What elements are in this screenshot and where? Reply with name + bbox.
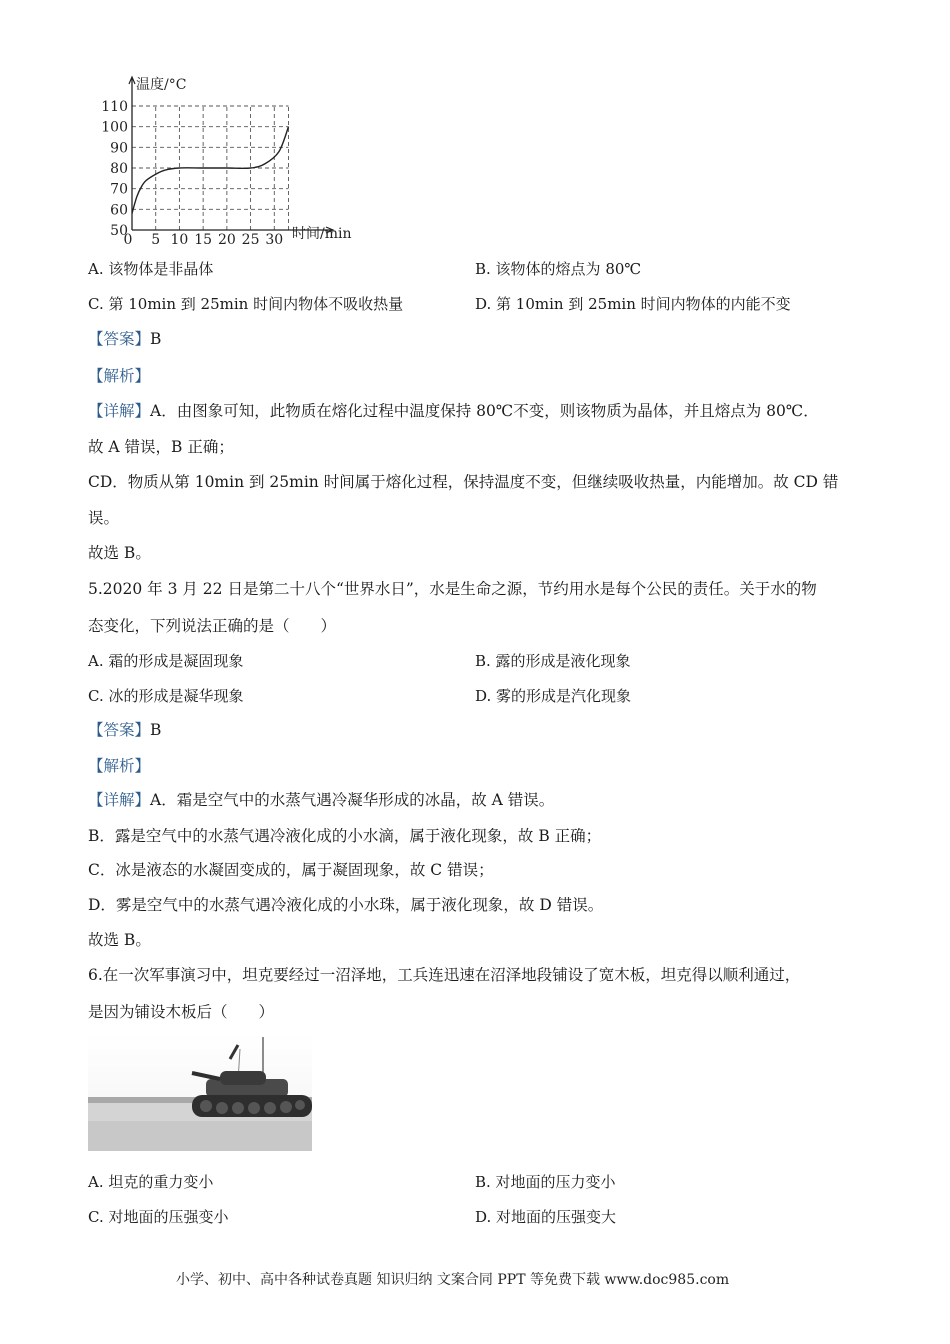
y-tick-label: 90 bbox=[110, 140, 128, 157]
temperature-time-chart bbox=[90, 68, 380, 246]
x-axis-label: 时间/min bbox=[292, 226, 352, 242]
detail-text: A．由图象可知，此物质在熔化过程中温度保持 80℃不变，则该物质为晶体，并且熔点为 80℃． bbox=[150, 402, 819, 420]
q4-analysis-tag: 【解析】 bbox=[88, 367, 151, 385]
q4-conclusion: 故选 B。 bbox=[88, 544, 151, 562]
y-tick-label: 60 bbox=[110, 202, 128, 219]
answer-value: B bbox=[150, 721, 162, 739]
page-footer: 小学、初中、高中各种试卷真题 知识归纳 文案合同 PPT 等免费下载 www.doc985.com bbox=[176, 1272, 730, 1288]
x-tick-label: 5 bbox=[151, 232, 161, 246]
q5-answer bbox=[88, 720, 161, 740]
q5-detail-line-4: D．雾是空气中的水蒸气遇冷液化成的小水珠，属于液化现象，故 D 错误。 bbox=[88, 896, 604, 914]
q6-stem-line-1: 6.在一次军事演习中，坦克要经过一沼泽地，工兵连迅速在沼泽地段铺设了宽木板，坦克得以顺利通过， bbox=[88, 966, 801, 984]
q5-detail-line-1 bbox=[88, 790, 554, 810]
q6-option-d: D. 对地面的压强变大 bbox=[475, 1208, 617, 1226]
detail-text: A．霜是空气中的水蒸气遇冷凝华形成的冰晶，故 A 错误。 bbox=[150, 791, 555, 809]
x-tick-label: 25 bbox=[241, 232, 260, 246]
y-axis-label: 温度/°C bbox=[136, 77, 187, 93]
q5-stem-line-1: 5.2020 年 3 月 22 日是第二十八个“世界水日”，水是生命之源，节约用水是每个公民的责任。关于水的物 bbox=[88, 580, 817, 598]
x-tick-label: 20 bbox=[217, 232, 236, 246]
q5-conclusion: 故选 B。 bbox=[88, 931, 151, 949]
y-tick-label: 70 bbox=[110, 181, 128, 198]
x-tick-label: 15 bbox=[194, 232, 213, 246]
detail-tag: 【详解】 bbox=[88, 402, 151, 420]
answer-value: B bbox=[150, 330, 162, 348]
y-tick-label: 110 bbox=[101, 99, 128, 115]
q4-option-b: B. 该物体的熔点为 80℃ bbox=[475, 260, 642, 278]
q4-answer bbox=[88, 329, 161, 349]
answer-tag: 【答案】 bbox=[88, 330, 151, 348]
q4-detail-line-1 bbox=[88, 401, 819, 421]
q5-analysis-tag: 【解析】 bbox=[88, 757, 151, 775]
q6-option-c: C. 对地面的压强变小 bbox=[88, 1208, 229, 1226]
x-tick-label: 30 bbox=[265, 232, 284, 246]
y-tick-label: 80 bbox=[110, 161, 128, 177]
q4-option-a: A. 该物体是非晶体 bbox=[88, 260, 214, 278]
q5-stem-line-2: 态变化，下列说法正确的是（ ） bbox=[88, 617, 337, 635]
q5-option-b: B. 露的形成是液化现象 bbox=[475, 652, 631, 670]
q5-option-c: C. 冰的形成是凝华现象 bbox=[88, 687, 244, 705]
q4-detail-line-2: 故 A 错误，B 正确； bbox=[88, 438, 234, 456]
q6-option-b: B. 对地面的压力变小 bbox=[475, 1173, 616, 1191]
q6-stem-line-2: 是因为铺设木板后（ ） bbox=[88, 1003, 275, 1021]
q4-detail-line-3: CD．物质从第 10min 到 25min 时间属于熔化过程，保持温度不变，但继续吸收热量，内能增加。故 CD 错 bbox=[88, 473, 839, 491]
q4-option-d: D. 第 10min 到 25min 时间内物体的内能不变 bbox=[475, 295, 791, 313]
q5-option-d: D. 雾的形成是汽化现象 bbox=[475, 687, 632, 705]
q5-detail-line-3: C．冰是液态的水凝固变成的，属于凝固现象，故 C 错误； bbox=[88, 861, 494, 879]
q4-detail-line-4: 误。 bbox=[88, 509, 120, 527]
x-tick-label: 0 bbox=[123, 232, 133, 246]
x-tick-labels bbox=[124, 232, 284, 246]
answer-tag: 【答案】 bbox=[88, 721, 151, 739]
y-tick-label: 50 bbox=[110, 223, 128, 239]
y-tick-label: 100 bbox=[101, 119, 128, 136]
x-tick-label: 10 bbox=[170, 232, 189, 246]
detail-tag: 【详解】 bbox=[88, 791, 151, 809]
q5-detail-line-2: B．露是空气中的水蒸气遇冷液化成的小水滴，属于液化现象，故 B 正确； bbox=[88, 827, 602, 845]
y-tick-labels bbox=[101, 99, 128, 239]
tank-photo bbox=[88, 1033, 312, 1151]
q6-option-a: A. 坦克的重力变小 bbox=[88, 1173, 214, 1191]
q4-option-c: C. 第 10min 到 25min 时间内物体不吸收热量 bbox=[88, 295, 404, 313]
q5-option-a: A. 霜的形成是凝固现象 bbox=[88, 652, 244, 670]
